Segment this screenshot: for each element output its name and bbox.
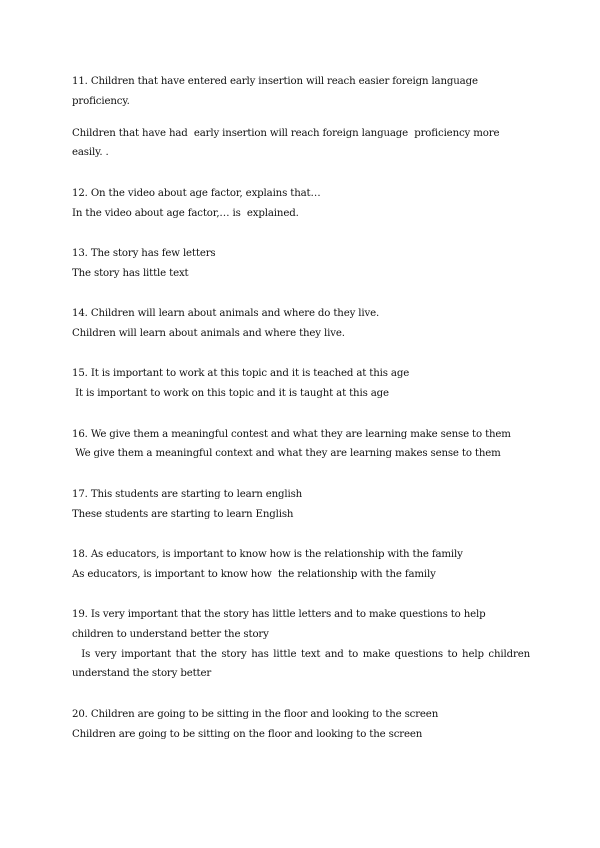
original-sentence: 20. Children are going to be sitting in the floor and looking to the screen xyxy=(72,708,439,720)
corrected-sentence: As educators, is important to know how the relationship with the family xyxy=(72,568,436,580)
correction-item-19 xyxy=(72,605,534,684)
original-sentence: 13. The story has few letters xyxy=(72,247,216,259)
correction-item-13 xyxy=(72,244,530,284)
original-sentence: 11. Children that have entered early insertion will reach easier foreign language proficiency. xyxy=(72,76,481,107)
original-sentence: 15. It is important to work at this topic and it is teached at this age xyxy=(72,368,410,380)
correction-item-16 xyxy=(72,425,530,465)
original-sentence: 18. As educators, is important to know how is the relationship with the family xyxy=(72,548,463,560)
corrected-sentence: It is important to work on this topic and it is taught at this age xyxy=(72,388,389,400)
original-sentence: 16. We give them a meaningful contest and what they are learning make sense to them xyxy=(72,428,511,440)
correction-item-14 xyxy=(72,304,530,344)
corrected-sentence: These students are starting to learn English xyxy=(72,508,294,520)
corrected-sentence: Children will learn about animals and where they live. xyxy=(72,327,345,339)
correction-item-11 xyxy=(72,72,530,163)
corrected-sentence: In the video about age factor,… is explained. xyxy=(72,207,299,219)
corrected-sentence: Children that have had early insertion will reach foreign language proficiency more easily. . xyxy=(72,127,503,159)
corrected-sentence: The story has little text xyxy=(72,267,189,279)
correction-item-18 xyxy=(72,545,530,585)
correction-item-12 xyxy=(72,184,530,224)
document-page xyxy=(72,72,534,765)
original-sentence: 14. Children will learn about animals and where do they live. xyxy=(72,308,380,320)
corrected-sentence: Children are going to be sitting on the floor and looking to the screen xyxy=(72,728,423,740)
correction-item-20 xyxy=(72,705,530,745)
correction-item-17 xyxy=(72,485,530,525)
corrected-sentence: We give them a meaningful context and what they are learning makes sense to them xyxy=(72,448,501,460)
original-sentence: 17. This students are starting to learn english xyxy=(72,488,303,500)
correction-item-15 xyxy=(72,364,530,404)
corrected-sentence: Is very important that the story has little text and to make questions to help children understand the story better xyxy=(72,648,534,680)
original-sentence: 12. On the video about age factor, explains that… xyxy=(72,187,321,199)
original-sentence: 19. Is very important that the story has little letters and to make questions to help children to understand better the story xyxy=(72,609,489,640)
